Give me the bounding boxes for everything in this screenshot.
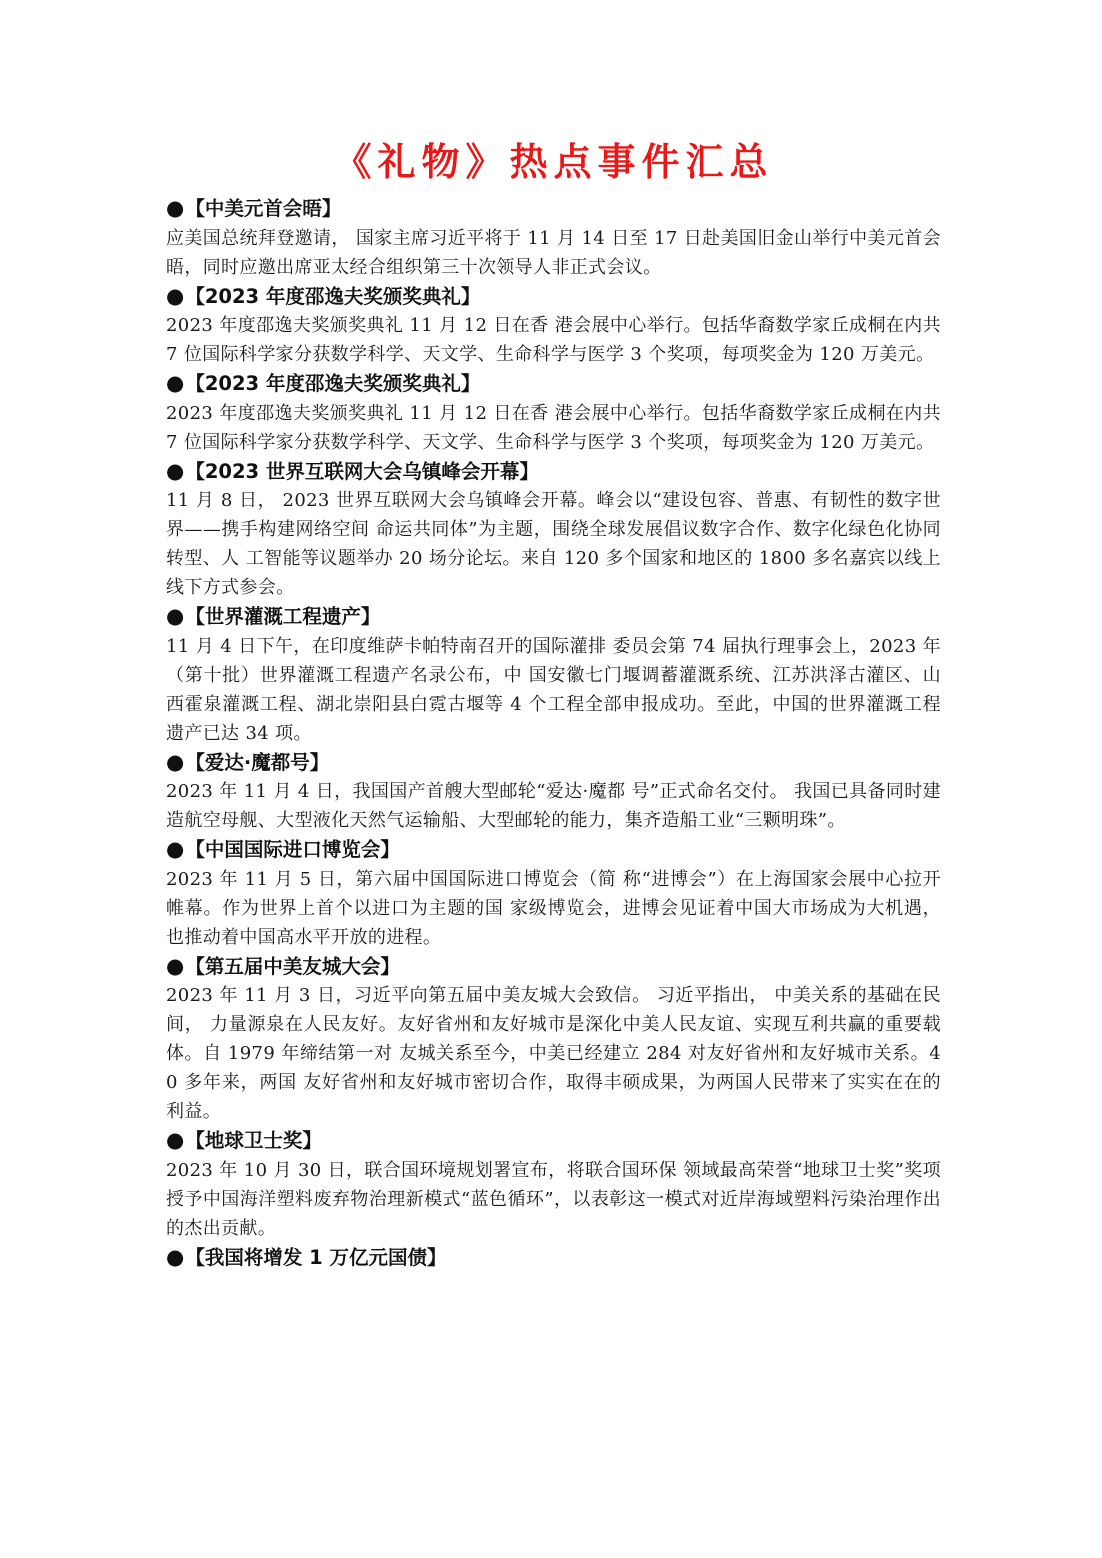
- document-page: [166, 138, 941, 1272]
- event-heading: [166, 1126, 941, 1156]
- event-heading: [166, 457, 941, 487]
- event-heading-text: 【爱达·魔都号】: [185, 750, 330, 774]
- event-heading-text: 【第五届中美友城大会】: [185, 954, 400, 978]
- event-body: 2023 年 11 月 5 日，第六届中国国际进口博览会（简 称“进博会”）在上海国家会展中心拉开帷幕。作为世界上首个以进口为主题的国 家级博览会，进博会见证着中国大市场成为大机遇，也推动着中国高水平开放的进程。: [166, 868, 941, 948]
- event-heading-text: 【2023 年度邵逸夫奖颁奖典礼】: [185, 284, 481, 308]
- event-heading: [166, 282, 941, 312]
- event-heading: [166, 369, 941, 399]
- event-body: 2023 年度邵逸夫奖颁奖典礼 11 月 12 日在香 港会展中心举行。包括华裔数学家丘成桐在内共 7 位国际科学家分获数学科学、天文学、生命科学与医学 3 个奖项，每项奖金为 120 万美元。: [166, 315, 941, 365]
- event-body: 2023 年 10 月 30 日，联合国环境规划署宣布，将联合国环保 领域最高荣誉“地球卫士奖”奖项授予中国海洋塑料废弃物治理新模式“蓝色循环”，以表彰这一模式对近岸海域塑料污染治理作出的杰出贡献。: [166, 1159, 941, 1239]
- event-item: [166, 282, 941, 370]
- event-item: [166, 457, 941, 603]
- event-item: [166, 952, 941, 1127]
- event-heading-text: 【中美元首会晤】: [185, 197, 342, 220]
- bullet-icon: ●: [166, 837, 185, 861]
- event-heading-text: 【世界灌溉工程遗产】: [185, 605, 381, 628]
- event-heading: [166, 602, 941, 632]
- event-body: 2023 年度邵逸夫奖颁奖典礼 11 月 12 日在香 港会展中心举行。包括华裔数学家丘成桐在内共 7 位国际科学家分获数学科学、天文学、生命科学与医学 3 个奖项，每项奖金为 120 万美元。: [166, 402, 941, 453]
- event-heading-text: 【地球卫士奖】: [185, 1129, 322, 1152]
- event-item: [166, 602, 941, 748]
- bullet-icon: ●: [166, 283, 185, 308]
- page-title: 《礼物》热点事件汇总: [333, 140, 774, 184]
- event-item: [166, 194, 941, 282]
- event-heading: [166, 194, 941, 224]
- event-heading-text: 【我国将增发 1 万亿元国债】: [185, 1245, 447, 1269]
- event-item: [166, 1243, 941, 1273]
- bullet-icon: ●: [166, 458, 185, 483]
- bullet-icon: ●: [166, 371, 185, 395]
- event-heading: [166, 748, 941, 778]
- event-item: [166, 369, 941, 457]
- event-item: [166, 748, 941, 836]
- bullet-icon: ●: [166, 1128, 185, 1152]
- event-heading-text: 【中国国际进口博览会】: [185, 838, 400, 861]
- bullet-icon: ●: [166, 953, 185, 978]
- event-item: [166, 835, 941, 952]
- event-heading: [166, 952, 941, 982]
- bullet-icon: ●: [166, 604, 185, 628]
- event-heading-text: 【2023 年度邵逸夫奖颁奖典礼】: [185, 372, 481, 395]
- bullet-icon: ●: [166, 749, 185, 774]
- event-item: [166, 1126, 941, 1243]
- event-body: 2023 年 11 月 3 日，习近平向第五届中美友城大会致信。 习近平指出， 中美关系的基础在民间， 力量源泉在人民友好。友好省州和友好城市是深化中美人民友谊、实现互利共赢的重要载体。自 1979 年缔结第一对 友城关系至今，中美已经建立 284 对友好省州和友好城市关系。40 多年来，两国 友好省州和友好城市密切合作，取得丰硕成果，为两国人民带来了实实在在的利益。: [166, 985, 941, 1122]
- event-heading: [166, 1243, 941, 1273]
- event-body: 应美国总统拜登邀请， 国家主席习近平将于 11 月 14 日至 17 日赴美国旧金山举行中美元首会晤，同时应邀出席亚太经合组织第三十次领导人非正式会议。: [166, 227, 941, 278]
- event-body: 11 月 4 日下午，在印度维萨卡帕特南召开的国际灌排 委员会第 74 届执行理事会上，2023 年（第十批）世界灌溉工程遗产名录公布，中 国安徽七门堰调蓄灌溉系统、江苏洪泽古灌区、山西霍泉灌溉工程、湖北崇阳县白霓古堰等 4 个工程全部申报成功。至此，中国的世界灌溉工程遗产已达 34 项。: [166, 635, 941, 744]
- bullet-icon: ●: [166, 196, 185, 220]
- event-heading: [166, 835, 941, 865]
- bullet-icon: ●: [166, 1244, 185, 1269]
- event-heading-text: 【2023 世界互联网大会乌镇峰会开幕】: [185, 459, 539, 483]
- event-body: 2023 年 11 月 4 日，我国国产首艘大型邮轮“爱达·魔都 号”正式命名交付。 我国已具备同时建造航空母舰、大型液化天然气运输船、大型邮轮的能力，集齐造船工业“三颗明珠”。: [166, 781, 941, 831]
- event-body: 11 月 8 日， 2023 世界互联网大会乌镇峰会开幕。峰会以“建设包容、普惠、有韧性的数字世界——携手构建网络空间 命运共同体”为主题，围绕全球发展倡议数字合作、数字化绿色化协同转型、人 工智能等议题举办 20 场分论坛。来自 120 多个国家和地区的 1800 多名嘉宾以线上线下方式参会。: [166, 490, 941, 598]
